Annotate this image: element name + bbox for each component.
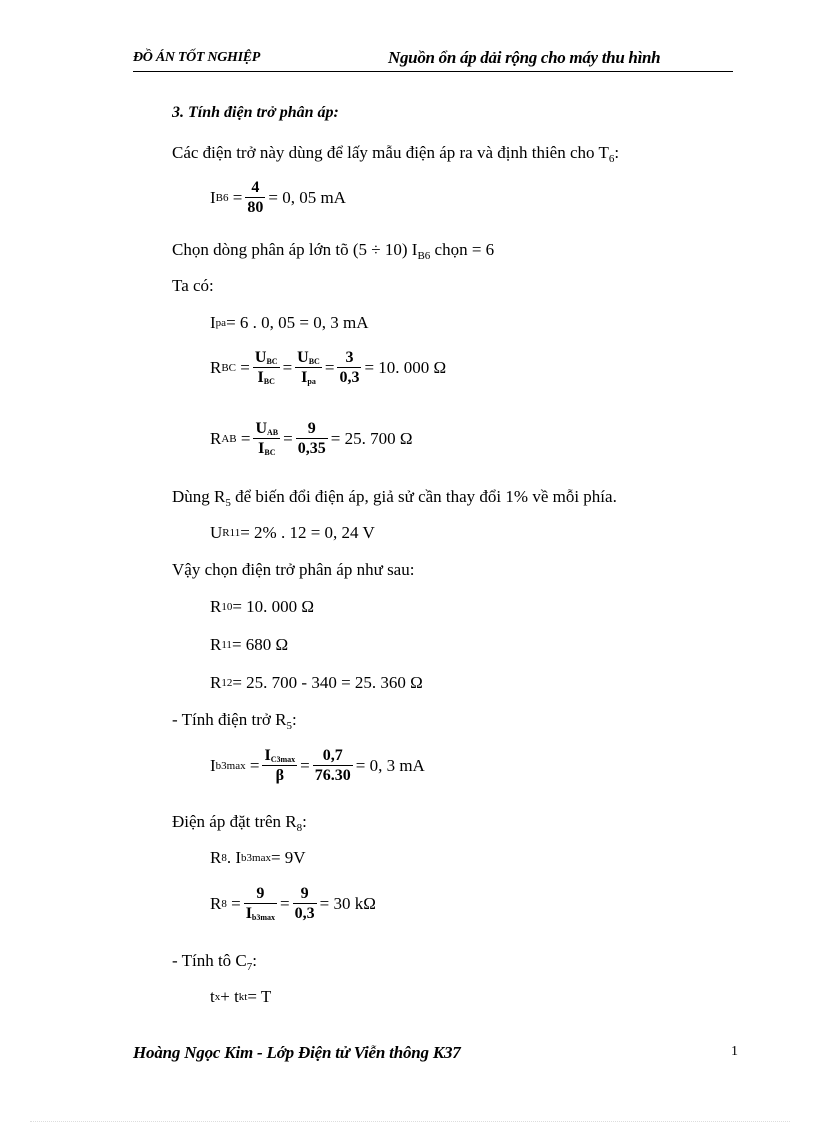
equation-ur11: U R11 = 2% . 12 = 0, 24 V bbox=[210, 523, 375, 542]
equation-r11: R 11 = 680 Ω bbox=[210, 635, 289, 654]
header-right: Nguồn ổn áp dải rộng cho máy thu hình bbox=[388, 48, 661, 67]
taco-line: Ta có: bbox=[172, 276, 214, 295]
header-left: ĐỒ ÁN TỐT NGHIỆP bbox=[133, 50, 261, 65]
equation-r10: R 10 = 10. 000 Ω bbox=[210, 597, 315, 616]
vay-line: Vậy chọn điện trở phân áp như sau: bbox=[172, 560, 415, 579]
dien-ap-line: Điện áp đặt trên $R_8$: bbox=[172, 812, 307, 834]
tinh-c7-line: - Tính tô $C_7$: bbox=[172, 951, 258, 973]
equation-r12: R 12 = 25. 700 - 340 = 25. 360 Ω bbox=[210, 673, 423, 692]
choose-line: Chọn dòng phân áp lớn tõ (5 ÷ 10) $I_{B6}$ chọn = 6 bbox=[172, 240, 495, 262]
equation-r8: R 8 = $\frac{9}{I_{b3max}}$ = $\frac{9}{0,3}$ = 30 kΩ bbox=[210, 885, 376, 922]
footer-author: Hoàng Ngọc Kim - Lớp Điện tử Viễn thông K37 bbox=[133, 1043, 461, 1062]
equation-r8-product: R 8 . I b3max = 9V bbox=[210, 848, 306, 867]
equation-tx: t x + t kt = T bbox=[210, 987, 272, 1006]
page-bottom-divider bbox=[30, 1121, 790, 1122]
tinh-r5-line: - Tính điện trở $R_5$: bbox=[172, 710, 297, 732]
dung-line: Dùng $R_5$ để biến đổi điện áp, giả sử cần thay đổi 1% về mỗi phía. bbox=[172, 487, 617, 509]
equation-rab: R AB = $\frac{U_{AB}}{I_{BC}}$ = $\frac{9}{0,35}$ = 25. 700 Ω bbox=[210, 420, 413, 457]
header-rule bbox=[133, 71, 733, 72]
section-title: 3. Tính điện trở phân áp: bbox=[172, 104, 339, 121]
equation-ipa: I pa = 6 . 0, 05 = 0, 3 mA bbox=[210, 313, 369, 332]
page-number: 1 bbox=[731, 1044, 738, 1059]
equation-rbc: R BC = $\frac{U_{BC}}{I_{BC}}$ = $\frac{U_{BC}}{I_{pa}}$ = $\frac{3}{0,3}$ = 10. 000 Ω bbox=[210, 349, 447, 386]
equation-ib3max: I b3max = $\frac{I_{C3max}}{\beta}$ = $\frac{0,7}{76.30}$ = 0, 3 mA bbox=[210, 747, 425, 784]
equation-ib6: I B6 = $\frac{4}{80}$ = 0, 05 mA bbox=[210, 179, 346, 216]
intro-line: Các điện trở này dùng để lấy mẫu điện áp ra và định thiên cho $T_6$: bbox=[172, 143, 620, 165]
